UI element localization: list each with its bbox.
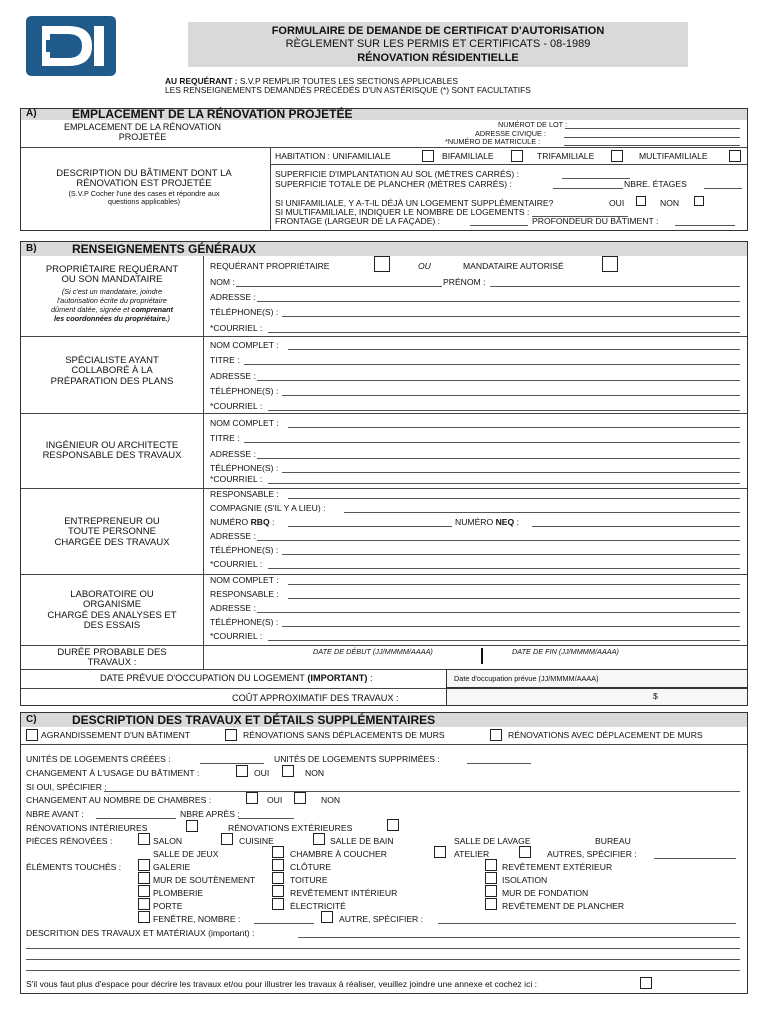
lab-phone-field[interactable]: TÉLÉPHONE(S) : (210, 617, 279, 627)
electricite-checkbox[interactable] (272, 898, 284, 910)
multifamiliale-label: MULTIFAMILIALE (639, 151, 708, 161)
elements-label: ÉLÉMENTS TOUCHÉS : (26, 862, 122, 872)
owner-mandate-note: (Si c'est un mandataire, joindre l'autorisation écrite du propriétaire dûment datée, signée et comprenant les coordonnées du propriétaire.) (50, 287, 174, 324)
bifamiliale-checkbox[interactable] (511, 150, 523, 162)
applicant-note: AU REQUÉRANT : S.V.P REMPLIR TOUTES LES SECTIONS APPLICABLES (165, 76, 458, 86)
usage-specify-field[interactable]: SI OUI, SPÉCIFIER : (26, 782, 107, 792)
interior-reno-checkbox[interactable] (186, 820, 198, 832)
cuisine-checkbox[interactable] (221, 833, 233, 845)
exterior-reno-label: RÉNOVATIONS EXTÉRIEURES (228, 823, 353, 833)
salon-label: SALON (153, 836, 183, 846)
multifamiliale-checkbox[interactable] (729, 150, 741, 162)
contractor-address-field[interactable]: ADRESSE : (210, 531, 256, 541)
salon-checkbox[interactable] (138, 833, 150, 845)
bifamiliale-label: BIFAMILIALE (442, 151, 494, 161)
cloture-label: CLÔTURE (290, 862, 332, 872)
section-b-title: RENSEIGNEMENTS GÉNÉRAUX (72, 242, 257, 256)
mur-sout-label: MUR DE SOUTÈNEMENT (153, 875, 256, 885)
isolation-label: ISOLATION (502, 875, 548, 885)
owner-phone-field[interactable]: TÉLÉPHONE(S) : (210, 307, 279, 317)
lot-number-field[interactable]: NUMÉROT DE LOT : (498, 120, 568, 129)
toiture-label: TOITURE (290, 875, 328, 885)
contractor-phone-field[interactable]: TÉLÉPHONE(S) : (210, 545, 279, 555)
mandatary-checkbox[interactable] (602, 256, 618, 272)
section-a-title: EMPLACEMENT DE LA RÉNOVATION PROJETÉE (72, 107, 353, 121)
lab-responsible-field[interactable]: RESPONSABLE : (210, 589, 279, 599)
extra-unit-non-label: NON (660, 198, 680, 208)
rooms-change-non-label: NON (321, 795, 341, 805)
dollar-sign: $ (653, 691, 658, 701)
units-created-field[interactable]: UNITÉS DE LOGEMENTS CRÉÉES : (26, 754, 171, 764)
autre-field[interactable]: AUTRE, SPÉCIFIER : (339, 914, 424, 924)
engineer-title-field[interactable]: TITRE : (210, 433, 240, 443)
specialist-fullname-field[interactable]: NOM COMPLET : (210, 340, 279, 350)
rev-ext-label: REVÊTEMENT EXTÉRIEUR (502, 862, 613, 872)
extra-unit-oui-checkbox[interactable] (636, 196, 646, 206)
chambre-label: CHAMBRE À COUCHER (290, 849, 387, 859)
specialist-email-field[interactable]: *COURRIEL : (210, 401, 263, 411)
salle-lavage-label: SALLE DE LAVAGE (454, 836, 531, 846)
section-a-letter: A) (26, 108, 37, 119)
section-c-letter: C) (26, 714, 37, 725)
annex-checkbox[interactable] (640, 977, 652, 989)
units-removed-field[interactable]: UNITÉS DE LOGEMENTS SUPPRIMÉES : (274, 754, 440, 764)
owner-applicant-label: REQUÉRANT PROPRIÉTAIRE (210, 261, 330, 271)
rooms-change-non-checkbox[interactable] (294, 792, 306, 804)
salle-bain-checkbox[interactable] (313, 833, 325, 845)
engineer-email-field[interactable]: *COURRIEL : (210, 474, 263, 484)
extension-checkbox[interactable] (26, 729, 38, 741)
contractor-label: ENTREPRENEUR OU TOUTE PERSONNE CHARGÉE DES TRAVAUX (54, 516, 170, 548)
porte-label: PORTE (153, 901, 183, 911)
salle-bain-label: SALLE DE BAIN (330, 836, 394, 846)
fenetre-field[interactable]: FENÊTRE, NOMBRE : (153, 914, 241, 924)
rev-plancher-label: REVÊTEMENT DE PLANCHER (502, 901, 625, 911)
floors-count-field[interactable]: NBRE. ÉTAGES (624, 179, 687, 189)
galerie-label: GALERIE (153, 862, 191, 872)
extra-unit-non-checkbox[interactable] (694, 196, 704, 206)
form-regulation: RÈGLEMENT SUR LES PERMIS ET CERTIFICATS - 08-1989 (285, 38, 591, 50)
rooms-change-oui-label: OUI (267, 795, 283, 805)
usage-change-oui-label: OUI (254, 768, 270, 778)
trifamiliale-label: TRIFAMILIALE (537, 151, 595, 161)
form-subtitle: RÉNOVATION RÉSIDENTIELLE (357, 52, 519, 64)
owner-name-field[interactable]: NOM : (210, 277, 235, 287)
annex-note: S'il vous faut plus d'espace pour décrire les travaux et/ou pour illustrer les travaux à réaliser, veuillez joindre une annexe et cochez ici : (26, 979, 538, 989)
depth-field[interactable]: PROFONDEUR DU BÂTIMENT : (532, 216, 659, 226)
contractor-responsible-field[interactable]: RESPONSABLE : (210, 489, 279, 499)
porte-checkbox[interactable] (138, 898, 150, 910)
usage-change-non-checkbox[interactable] (282, 765, 294, 777)
rev-ext-checkbox[interactable] (485, 859, 497, 871)
cuisine-label: CUISINE (239, 836, 274, 846)
section-b-letter: B) (26, 243, 37, 254)
rooms-after-field[interactable]: NBRE APRÈS : (180, 809, 240, 819)
salle-jeux-label: SALLE DE JEUX (153, 849, 219, 859)
rev-plancher-checkbox[interactable] (485, 898, 497, 910)
mandatary-label: MANDATAIRE AUTORISÉ (463, 261, 564, 271)
autres-checkbox[interactable] (519, 846, 531, 858)
autres-field[interactable]: AUTRES, SPÉCIFIER : (547, 849, 637, 859)
duration-label: DURÉE PROBABLE DES TRAVAUX : (57, 647, 167, 669)
owner-email-field[interactable]: *COURRIEL : (210, 323, 263, 333)
lab-fullname-field[interactable]: NOM COMPLET : (210, 575, 279, 585)
isolation-checkbox[interactable] (485, 872, 497, 884)
bureau-label: BUREAU (595, 836, 631, 846)
total-floor-area-field[interactable]: SUPERFICIE TOTALE DE PLANCHER (MÈTRES CARRÉS) : (275, 179, 512, 189)
exterior-reno-checkbox[interactable] (387, 819, 399, 831)
date-separator (481, 648, 483, 664)
rev-int-checkbox[interactable] (272, 885, 284, 897)
owner-firstname-field[interactable]: PRÉNOM : (443, 277, 486, 287)
units-count-field[interactable]: SI MULTIFAMILIALE, INDIQUER LE NOMBRE DE LOGEMENTS : (275, 207, 530, 217)
or-label: OU (418, 261, 431, 271)
electricite-label: ÉLECTRICITÉ (290, 901, 346, 911)
chambre-checkbox[interactable] (272, 846, 284, 858)
engineer-fullname-field[interactable]: NOM COMPLET : (210, 418, 279, 428)
specialist-address-field[interactable]: ADRESSE : (210, 371, 256, 381)
lab-email-field[interactable]: *COURRIEL : (210, 631, 263, 641)
owner-address-field[interactable]: ADRESSE : (210, 292, 256, 302)
description-field[interactable]: DESCRITION DES TRAVAUX ET MATÉRIAUX (important) : (26, 928, 255, 938)
unifamiliale-checkbox[interactable] (422, 150, 434, 162)
civic-address-field[interactable]: ADRESSE CIVIQUE : (475, 129, 546, 138)
laboratory-label: LABORATOIRE OU ORGANISME CHARGÉ DES ANALYSES ET DES ESSAIS (47, 589, 177, 632)
toiture-checkbox[interactable] (272, 872, 284, 884)
fenetre-checkbox[interactable] (138, 911, 150, 923)
section-c-title: DESCRIPTION DES TRAVAUX ET DÉTAILS SUPPLÉMENTAIRES (72, 713, 436, 727)
mur-sout-checkbox[interactable] (138, 872, 150, 884)
optional-note: LES RENSEIGNEMENTS DEMANDÉS PRÉCÉDÉS D'UN ASTÉRISQUE (*) SONT FACULTATIFS (165, 85, 531, 95)
occupation-date-placeholder: Date d'occupation prévue (JJ/MMMM/AAAA) (454, 674, 599, 683)
autre-checkbox[interactable] (321, 911, 333, 923)
end-date-field[interactable]: DATE DE FIN (JJ/MMMM/AAAA) (512, 647, 619, 656)
municipal-logo (22, 12, 120, 80)
owner-applicant-checkbox[interactable] (374, 256, 390, 272)
reno-no-walls-checkbox[interactable] (225, 729, 237, 741)
ground-area-field[interactable]: SUPERFICIE D'IMPLANTATION AU SOL (MÈTRES CARRÉS) : (275, 169, 520, 179)
habitation-unifamiliale: HABITATION : UNIFAMILIALE (275, 151, 391, 161)
extra-unit-question: SI UNIFAMILIALE, Y A-T-IL DÉJÀ UN LOGEMENT SUPPLÉMENTAIRE? (275, 198, 554, 208)
galerie-checkbox[interactable] (138, 859, 150, 871)
building-description-label: DESCRIPTION DU BÂTIMENT DONT LA RÉNOVATION EST PROJETÉE (S.V.P Cocher l'une des cases et répondre aux questions applicables) (56, 168, 232, 206)
usage-change-oui-checkbox[interactable] (236, 765, 248, 777)
mur-fond-label: MUR DE FONDATION (502, 888, 589, 898)
frontage-field[interactable]: FRONTAGE (LARGEUR DE LA FAÇADE) : (275, 216, 441, 226)
contractor-company-field[interactable]: COMPAGNIE (S'IL Y A LIEU) : (210, 503, 326, 513)
contractor-neq-field[interactable]: NUMÉRO NEQ : (455, 517, 519, 527)
engineer-label: INGÉNIEUR OU ARCHITECTE RESPONSABLE DES TRAVAUX (42, 440, 182, 462)
rev-int-label: REVÊTEMENT INTÉRIEUR (290, 888, 398, 898)
approx-cost-label: COÛT APPROXIMATIF DES TRAVAUX : (232, 693, 399, 703)
specialist-label: SPÉCIALISTE AYANT COLLABORÉ À LA PRÉPARATION DES PLANS (50, 355, 174, 387)
trifamiliale-checkbox[interactable] (611, 150, 623, 162)
reno-walls-checkbox[interactable] (490, 729, 502, 741)
reno-no-walls-label: RÉNOVATIONS SANS DÉPLACEMENTS DE MURS (243, 730, 445, 740)
start-date-field[interactable]: DATE DE DÉBUT (JJ/MMMM/AAAA) (313, 647, 433, 656)
occupation-date-label: DATE PRÉVUE D'OCCUPATION DU LOGEMENT (IMPORTANT) : (100, 673, 373, 683)
reno-walls-label: RÉNOVATIONS AVEC DÉPLACEMENT DE MURS (508, 730, 703, 740)
rooms-before-field[interactable]: NBRE AVANT : (26, 809, 84, 819)
plomberie-label: PLOMBERIE (153, 888, 204, 898)
lab-address-field[interactable]: ADRESSE : (210, 603, 256, 613)
contractor-rbq-field[interactable]: NUMÉRO RBQ : (210, 517, 275, 527)
form-title: FORMULAIRE DE DEMANDE DE CERTIFICAT D'AUTORISATION (271, 25, 605, 37)
approx-cost-field[interactable] (446, 688, 748, 706)
usage-change-non-label: NON (305, 768, 325, 778)
rooms-change-label: CHANGEMENT AU NOMBRE DE CHAMBRES : (26, 795, 212, 805)
engineer-address-field[interactable]: ADRESSE : (210, 449, 256, 459)
location-label: EMPLACEMENT DE LA RÉNOVATION PROJETÉE (63, 122, 222, 142)
specialist-title-field[interactable]: TITRE : (210, 355, 240, 365)
rooms-change-oui-checkbox[interactable] (246, 792, 258, 804)
matricule-field[interactable]: *NUMÉRO DE MATRICULE : (445, 137, 541, 146)
atelier-label: ATELIER (454, 849, 490, 859)
cloture-checkbox[interactable] (272, 859, 284, 871)
mur-fond-checkbox[interactable] (485, 885, 497, 897)
owner-label: PROPRIÉTAIRE REQUÉRANT OU SON MANDATAIRE (45, 264, 179, 286)
extension-label: AGRANDISSEMENT D'UN BÂTIMENT (41, 730, 191, 740)
contractor-email-field[interactable]: *COURRIEL : (210, 559, 263, 569)
extra-unit-oui-label: OUI (609, 198, 625, 208)
plomberie-checkbox[interactable] (138, 885, 150, 897)
specialist-phone-field[interactable]: TÉLÉPHONE(S) : (210, 386, 279, 396)
rooms-renovated-label: PIÈCES RÉNOVÉES : (26, 836, 113, 846)
atelier-checkbox[interactable] (434, 846, 446, 858)
usage-change-label: CHANGEMENT À L'USAGE DU BÂTIMENT : (26, 768, 200, 778)
interior-reno-label: RÉNOVATIONS INTÉRIEURES (26, 823, 148, 833)
engineer-phone-field[interactable]: TÉLÉPHONE(S) : (210, 463, 279, 473)
